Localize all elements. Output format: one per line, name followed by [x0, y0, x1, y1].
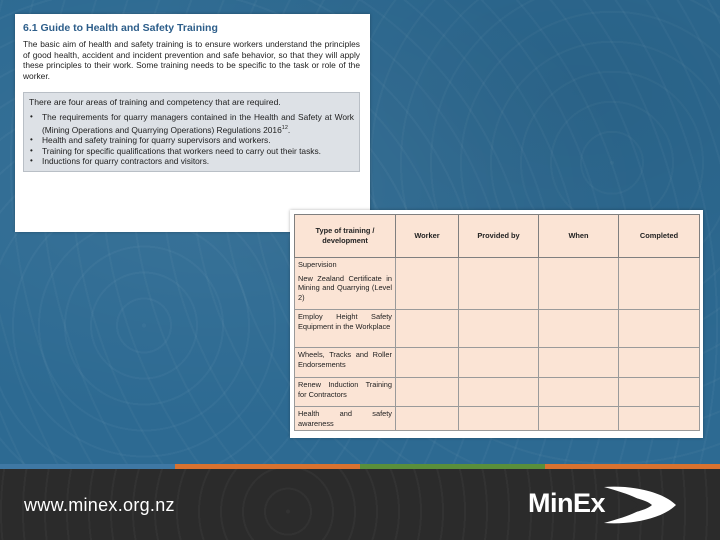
completed-cell — [619, 258, 700, 310]
bullet-icon: • — [30, 145, 33, 155]
slide-footer — [0, 469, 720, 540]
table-header-row — [295, 215, 700, 258]
training-areas-box — [23, 92, 360, 171]
table-row — [295, 407, 700, 431]
training-type-cell: Supervision New Zealand Certificate in Mining and Quarrying (Level 2) — [295, 258, 396, 310]
table-row — [295, 310, 700, 348]
logo-wordmark: MinEx — [528, 488, 606, 518]
website-url: www.minex.org.nz — [24, 495, 175, 515]
header-when: When — [539, 215, 619, 258]
header-completed: Completed — [619, 215, 700, 258]
worker-cell — [396, 348, 459, 378]
provided-by-cell — [459, 310, 539, 348]
header-worker: Worker — [396, 215, 459, 258]
training-type-cell: Wheels, Tracks and Roller Endorsements — [295, 348, 396, 378]
list-item: • Inductions for quarry contractors and visitors. — [30, 156, 210, 167]
header-provided-by: Provided by — [459, 215, 539, 258]
when-cell — [539, 348, 619, 378]
bullet-icon: • — [30, 156, 33, 166]
list-item: • The requirements for quarry managers contained in the Health and Safety at Work (Mining Operations and Quarrying Operations) Regulations 2016$^{12}$. — [30, 112, 354, 135]
minex-logo — [528, 483, 678, 527]
provided-by-cell — [459, 258, 539, 310]
guide-document-excerpt — [15, 14, 370, 232]
training-table-excerpt — [290, 210, 703, 438]
bullet-icon: • — [30, 112, 33, 122]
table-row — [295, 348, 700, 378]
training-areas-list — [29, 112, 354, 166]
when-cell — [539, 407, 619, 431]
document-paragraph: The basic aim of health and safety training is to ensure workers understand the principles of good health, accident and incident prevention and safe behavior, so that they will apply these principles to their work. Some training needs to be specific to the task or role of the worker. — [23, 39, 360, 81]
list-item: • Health and safety training for quarry supervisors and workers. — [30, 135, 271, 146]
worker-cell — [396, 407, 459, 431]
training-areas-title: There are four areas of training and competency that are required. — [29, 97, 281, 108]
worker-cell — [396, 258, 459, 310]
training-table — [294, 214, 700, 431]
training-type-cell: Employ Height Safety Equipment in the Workplace — [295, 310, 396, 348]
provided-by-cell — [459, 378, 539, 407]
bullet-icon: • — [30, 135, 33, 145]
list-item: • Training for specific qualifications that workers need to carry out their tasks. — [30, 145, 321, 156]
document-heading: 6.1 Guide to Health and Safety Training — [23, 22, 218, 34]
worker-cell — [396, 378, 459, 407]
worker-cell — [396, 310, 459, 348]
when-cell — [539, 378, 619, 407]
table-row — [295, 258, 700, 310]
completed-cell — [619, 310, 700, 348]
training-type-cell: Renew Induction Training for Contractors — [295, 378, 396, 407]
when-cell — [539, 258, 619, 310]
header-type-of-training: Type of training / development — [295, 215, 396, 258]
completed-cell — [619, 407, 700, 431]
when-cell — [539, 310, 619, 348]
completed-cell — [619, 348, 700, 378]
logo-swoosh-icon — [602, 483, 678, 527]
completed-cell — [619, 378, 700, 407]
provided-by-cell — [459, 348, 539, 378]
provided-by-cell — [459, 407, 539, 431]
training-type-cell: Health and safety awareness — [295, 407, 396, 431]
table-row — [295, 378, 700, 407]
